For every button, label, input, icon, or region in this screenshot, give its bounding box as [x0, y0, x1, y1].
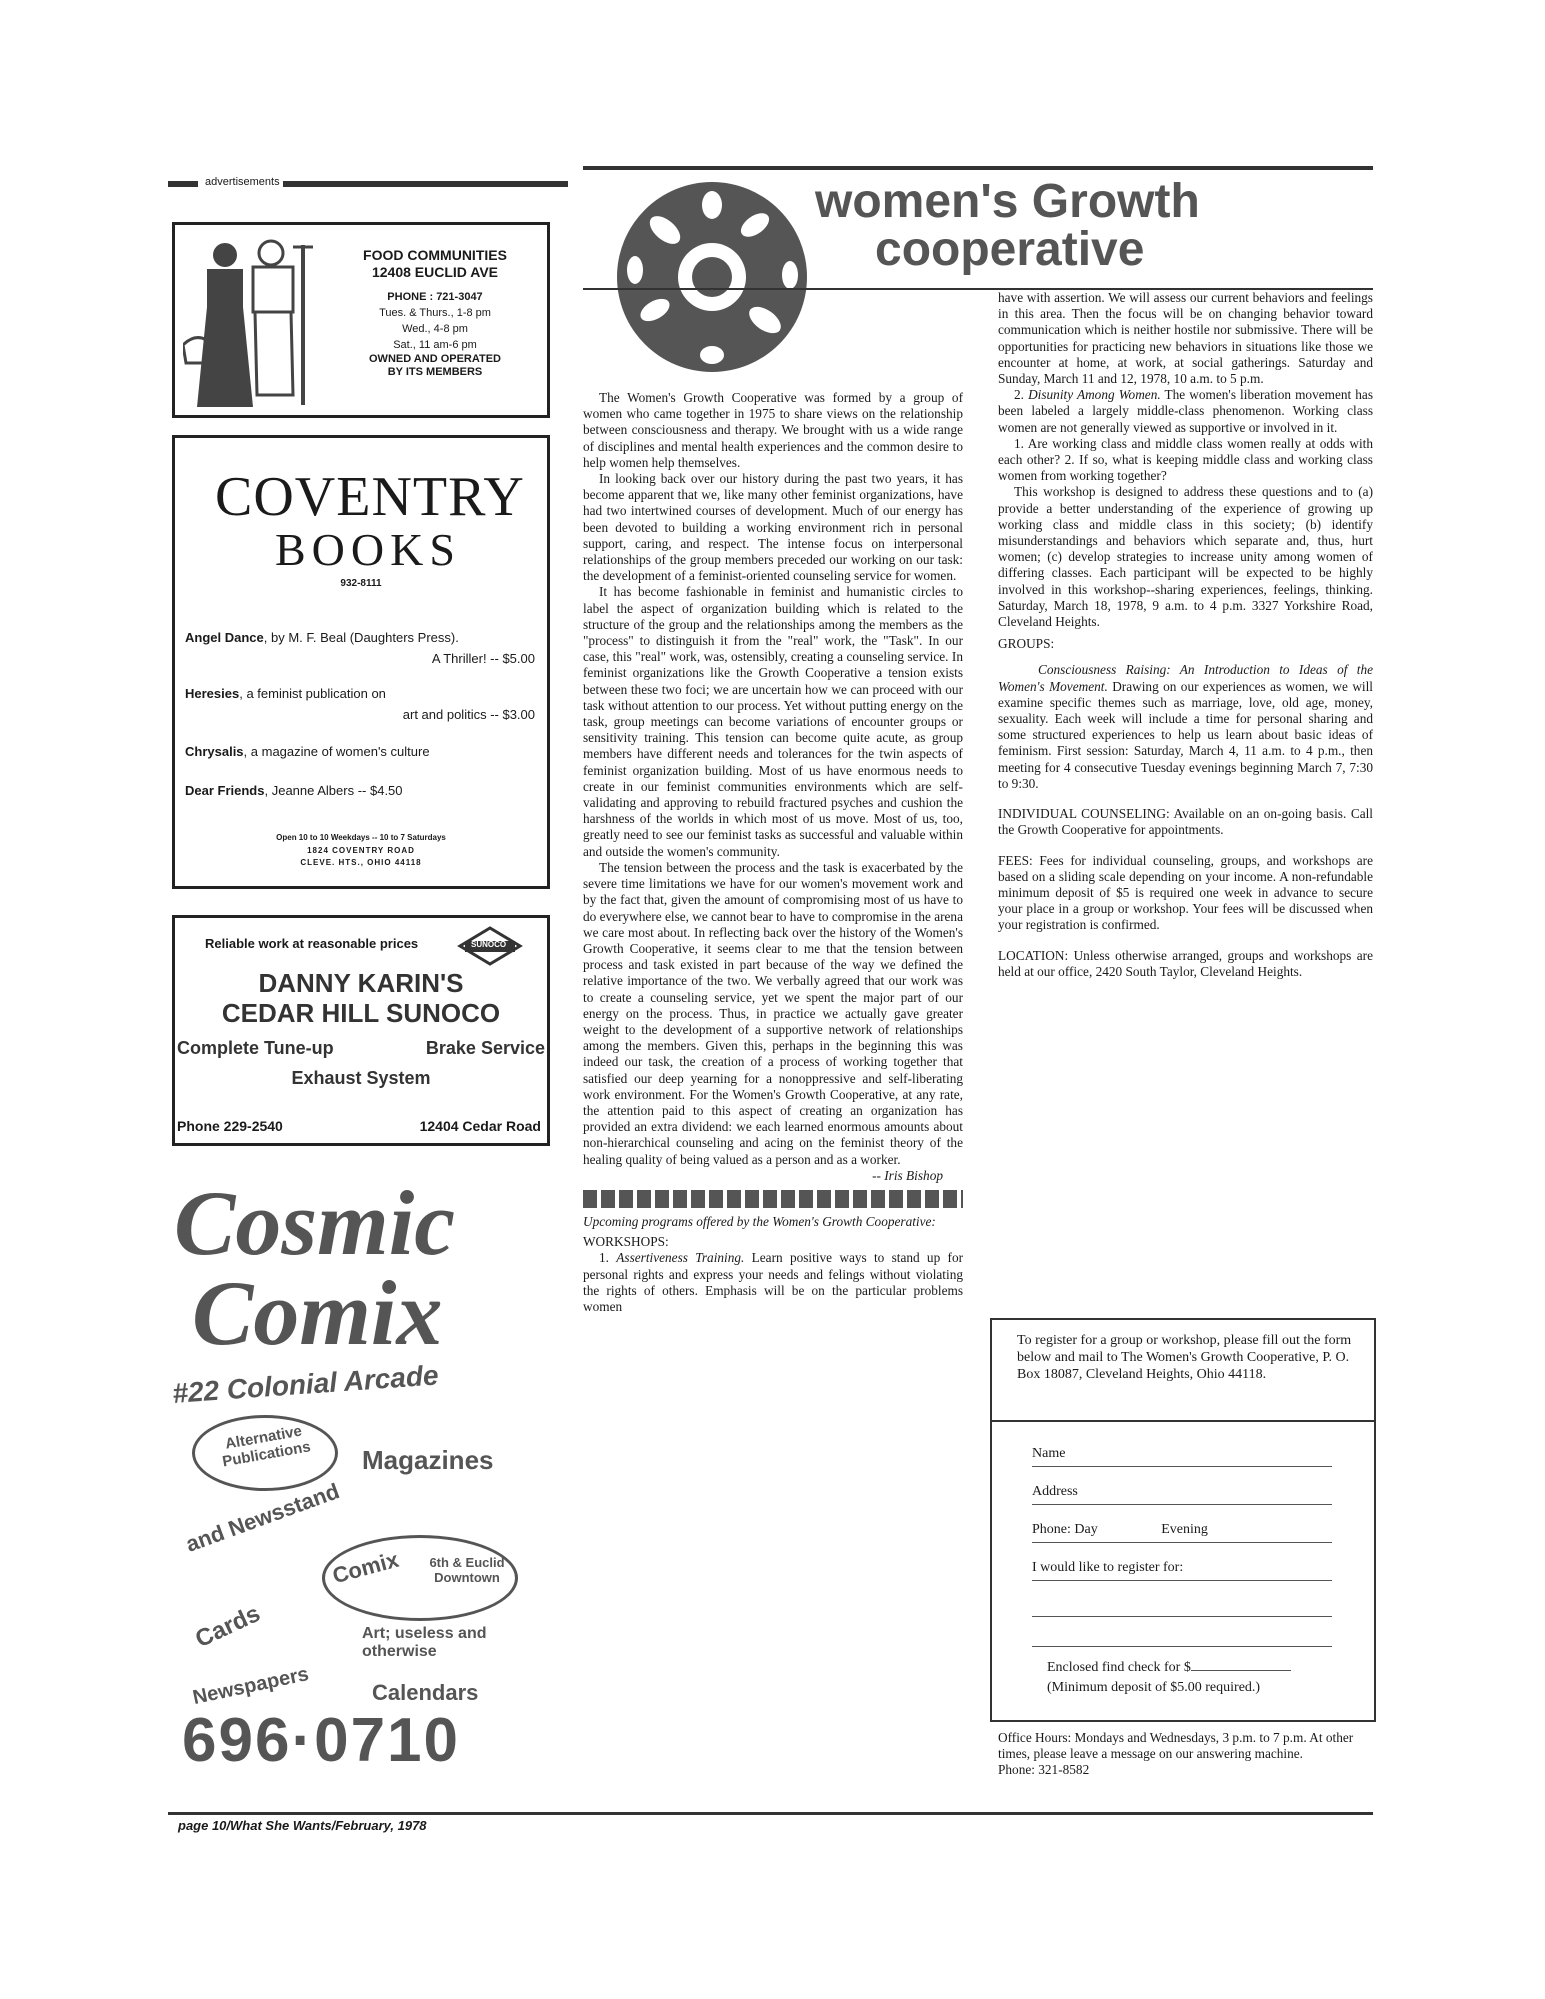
growth-cooperative-logo	[605, 170, 820, 385]
comix-item-location: 6th & Euclid Downtown	[429, 1555, 505, 1585]
phone-evening-label: Evening	[1161, 1522, 1208, 1537]
book-3-title: Chrysalis	[185, 744, 244, 759]
workshop-1-continued: have with assertion. We will assess our current behaviors and feelings in this area. Then the focus will be on changing behavior toward communication which is neither hostile nor submissive. There will be opportunities for practicing new behaviors in situations like those we encounter at home, at work, at social gatherings. Saturday and Sunday, March 11 and 12, 1978, 10 a.m. to 5 p.m.	[998, 290, 1373, 387]
cosmic-comix-ad	[171, 1172, 544, 1775]
fees-info: FEES: Fees for individual counseling, groups, and workshops are based on a sliding scale depending on your income. A non-refundable minimum deposit of $5 is required one week in advance to secure your place in a group or workshop. Your fees will be discussed when your registration is confirmed.	[998, 852, 1373, 933]
sunoco-logo-text: SUNOCO	[471, 940, 507, 949]
sunoco-tagline: Reliable work at reasonable prices	[205, 936, 419, 951]
address-label: Address	[1032, 1484, 1078, 1499]
footer-rule	[168, 1812, 1373, 1815]
groups-heading: GROUPS:	[998, 636, 1055, 652]
store-address: 12408 EUCLID AVE	[371, 264, 499, 280]
coventry-address-1: 1824 COVENTRY ROAD	[307, 846, 415, 855]
decorative-border	[583, 1190, 963, 1208]
garage-name: DANNY KARIN'S	[258, 968, 464, 998]
comix-item-cards: Cards	[191, 1599, 265, 1654]
individual-counseling: INDIVIDUAL COUNSELING: Available on an on-going basis. Call the Growth Cooperative for appointments.	[998, 806, 1373, 838]
book-1-price: A Thriller! -- $5.00	[431, 651, 535, 666]
comix-item-art: Art; useless and otherwise	[362, 1625, 487, 1660]
workshop-2-title: Disunity Among Women.	[1028, 387, 1161, 403]
store-hours-3: Sat., 11 am-6 pm	[393, 339, 477, 351]
minimum-deposit-note: (Minimum deposit of $5.00 required.)	[1047, 1680, 1261, 1695]
register-for-line-3[interactable]	[1032, 1626, 1332, 1647]
coventry-title: COVENTRY	[215, 466, 525, 528]
book-3-details: , a magazine of women's culture	[243, 744, 430, 759]
coventry-books-ad	[172, 435, 550, 889]
article-paragraph: In looking back over our history during the past two years, it has become apparent that we, like many other feminist organizations, have had two intertwined courses of development. Much of our energy has been devoted to building a working environment rich in personal support, caring, and respect. The intense focus on interpersonal relationships of the group members preceded our working on our task: the development of a feminist-oriented counseling service for women.	[583, 471, 963, 584]
coventry-phone: 932-8111	[340, 578, 382, 589]
garage-subtitle: CEDAR HILL SUNOCO	[221, 998, 501, 1028]
owned-line-1: OWNED AND OPERATED	[369, 353, 501, 365]
owned-line-2: BY ITS MEMBERS	[387, 366, 483, 378]
garage-phone: Phone 229-2540	[177, 1118, 283, 1134]
register-for-field[interactable]	[1032, 1560, 1332, 1581]
phone-field[interactable]	[1032, 1522, 1332, 1543]
masthead-title	[815, 175, 1200, 276]
book-2-details: , a feminist publication on	[239, 686, 386, 701]
group-1-text: Drawing on our experiences as women, we will examine specific themes such as marriage, love, old age, money, sexuality. Each week will include a time for personal sharing and some structured experiences to help us learn about basic ideas of feminism. First session: Saturday, March 4, 11 a.m. to 4 p.m., then meeting for 4 consecutive Tuesday evenings beginning March 7, 7:30 to 9:30.	[998, 678, 1374, 791]
comix-phone: 696·0710	[182, 1706, 461, 1775]
comix-item-newspapers: Newspapers	[190, 1663, 311, 1710]
name-field[interactable]	[1032, 1446, 1332, 1467]
office-hours	[998, 1730, 1373, 1778]
workshop-1-number: 1.	[599, 1250, 609, 1266]
farmers-illustration	[183, 235, 333, 410]
workshop-2-questions: 1. Are working class and middle class women really at odds with each other? 2. If so, what is keeping middle class and working class women from working together?	[998, 435, 1373, 484]
article-byline: -- Iris Bishop	[872, 1167, 943, 1183]
coventry-hours: Open 10 to 10 Weekdays -- 10 to 7 Saturdays	[276, 833, 446, 842]
service-brakes: Brake Service	[425, 1038, 545, 1058]
address-field[interactable]	[1032, 1484, 1332, 1505]
workshop-1-text: Learn positive ways to stand up for personal rights and express your needs and felings without violating the rights of others. Emphasis will be on the particular problems women	[583, 1250, 964, 1314]
page-footer: page 10/What She Wants/February, 1978	[178, 1818, 427, 1833]
register-for-line-2[interactable]	[1032, 1596, 1332, 1617]
workshops-heading: WORKSHOPS:	[583, 1234, 669, 1250]
comix-title-1: Cosmic	[174, 1172, 456, 1274]
workshop-2-text: The women's liberation movement has been labeled a largely middle-class phenomenon. Working class women are not generally viewed as supportive or involved in it.	[998, 387, 1374, 435]
book-1-details: , by M. F. Beal (Daughters Press).	[263, 630, 459, 645]
registration-form	[990, 1318, 1376, 1722]
books-title: BOOKS	[275, 524, 461, 575]
book-4-details: , Jeanne Albers -- $4.50	[264, 783, 403, 798]
article-column	[583, 390, 963, 1315]
masthead-line-1: women's Growth	[815, 175, 1200, 228]
food-communities-ad	[172, 222, 550, 418]
garage-address: 12404 Cedar Road	[419, 1118, 541, 1134]
registration-instructions: To register for a group or workshop, please fill out the form below and mail to The Women's Growth Cooperative, P. O. Box 18087, Cleveland Heights, Ohio 44118.	[1017, 1333, 1352, 1382]
comix-item-newsstand: and Newsstand	[182, 1478, 343, 1557]
article-paragraph: The tension between the process and the task is exacerbated by the severe time limitations we have for our women's movement work and by the fact that, given the amount of compromising most of us have to do everywhere else, we cannot bear to have to compromise in the arena we care most about. In reflecting back over the history of the Women's Growth Cooperative, it seems clear to me that the tension between process and task existed in part because of the way we defined the relative importance of the two. We verbally agreed that our work was to create a counseling service, yet we spent the major part of our energy on the process. Thus, in practice we actually gave greater weight to the development of a supportive network of relationships among the members. Given this, perhaps in the beginning this was indeed our task, the creation of a process of working together that satisfied our deep yearning for a nonoppressive and self-liberating work environment. For the Women's Growth Cooperative, at any rate, the attention paid to this aspect of creating an organization has provided an extra dividend: we each learned enormous amounts about non-hierarchical counseling and acing on the feminist theory of the healing quality of being valued as a person and as a worker.	[583, 859, 963, 1167]
book-2-title: Heresies	[185, 686, 240, 701]
check-label: Enclosed find check for $	[1047, 1660, 1191, 1675]
coventry-address-2: CLEVE. HTS., OHIO 44118	[300, 858, 422, 867]
group-1-title: Consciousness Raising: An Introduction to Ideas of the Women's Movement.	[998, 662, 1373, 694]
store-name: FOOD COMMUNITIES	[363, 247, 507, 263]
service-exhaust: Exhaust System	[291, 1068, 431, 1088]
register-for-label: I would like to register for:	[1032, 1560, 1184, 1575]
advertisements-header	[168, 176, 568, 190]
store-hours-2: Wed., 4-8 pm	[402, 323, 468, 335]
masthead-line-2: cooperative	[875, 223, 1145, 276]
check-amount-field[interactable]	[1047, 1660, 1291, 1676]
book-2-price: art and politics -- $3.00	[402, 707, 535, 722]
programs-column	[998, 290, 1373, 980]
workshop-1-title: Assertiveness Training.	[616, 1250, 745, 1266]
book-1-title: Angel Dance	[185, 630, 264, 645]
name-label: Name	[1032, 1446, 1066, 1461]
location-info: LOCATION: Unless otherwise arranged, groups and workshops are held at our office, 2420 South Taylor, Cleveland Heights.	[998, 947, 1373, 979]
store-hours-1: Tues. & Thurs., 1-8 pm	[379, 307, 491, 319]
comix-arcade: #22 Colonial Arcade	[171, 1359, 440, 1409]
sunoco-ad	[172, 915, 550, 1146]
workshop-2-description: This workshop is designed to address these questions and to (a) provide a better understanding of the experience of growing up working class and middle class in this society; (b) identify misunderstandings and behaviors which separate and, thus, hurt women; (c) develop strategies to increase unity among women of differing classes. Each participant will be expected to be highly involved in this workshop--sharing experiences, feelings, thinking. Saturday, March 18, 1978, 9 a.m. to 4 p.m. 3327 Yorkshire Road, Cleveland Heights.	[998, 484, 1373, 630]
article-paragraph: The Women's Growth Cooperative was formed by a group of women who came together in 1975 to share views on the relationship between consciousness and therapy. We brought with us a wide range of disciplines and mental health experiences and the common desire to help women help themselves.	[583, 390, 963, 470]
office-phone: Phone: 321-8582	[998, 1762, 1090, 1777]
workshop-2-number: 2.	[1014, 387, 1024, 403]
advertisements-label: advertisements	[202, 176, 283, 188]
comix-item-comix: Comix	[329, 1546, 402, 1589]
comix-item-alternative: Alternative Publications	[221, 1422, 312, 1471]
comix-item-calendars: Calendars	[372, 1680, 479, 1705]
store-phone: PHONE : 721-3047	[387, 291, 483, 303]
article-paragraph: It has become fashionable in feminist and humanistic circles to label the aspect of organization building which is related to the structure of the group and the relationships among the members as the "process" to distinguish it from the "real" work, the "Task". In our case, this "real" work, was, ostensibly, creating a counseling service. In feminist organizations like the Growth Cooperative a tension exists between these two foci; we are uncertain how we can proceed with our task without attention to our process. Yet without putting energy on the task, group meetings can become variations of encounter groups or sensitivity training. This tension can become quite acute, as group members have different needs and tolerances for the twin aspects of feminist organization building. Most of us have enormous needs to create in our feminist communities environments which are self-validating and approving to rebuild fractured psyches and cushion the harshness of the worlds in which most of us move. Most of us, too, greatly need to see our feminist tasks as successful and valuable within and outside the women's community.	[583, 584, 963, 859]
book-4-title: Dear Friends	[185, 783, 265, 798]
office-hours-text: Office Hours: Mondays and Wednesdays, 3 p.m. to 7 p.m. At other times, please leave a message on our answering machine.	[998, 1730, 1354, 1761]
upcoming-programs: Upcoming programs offered by the Women's Growth Cooperative:	[583, 1213, 936, 1229]
phone-day-label: Phone: Day	[1032, 1522, 1098, 1537]
service-tune-up: Complete Tune-up	[177, 1038, 334, 1058]
comix-item-magazines: Magazines	[362, 1445, 494, 1475]
comix-title-2: Comix	[192, 1262, 443, 1364]
